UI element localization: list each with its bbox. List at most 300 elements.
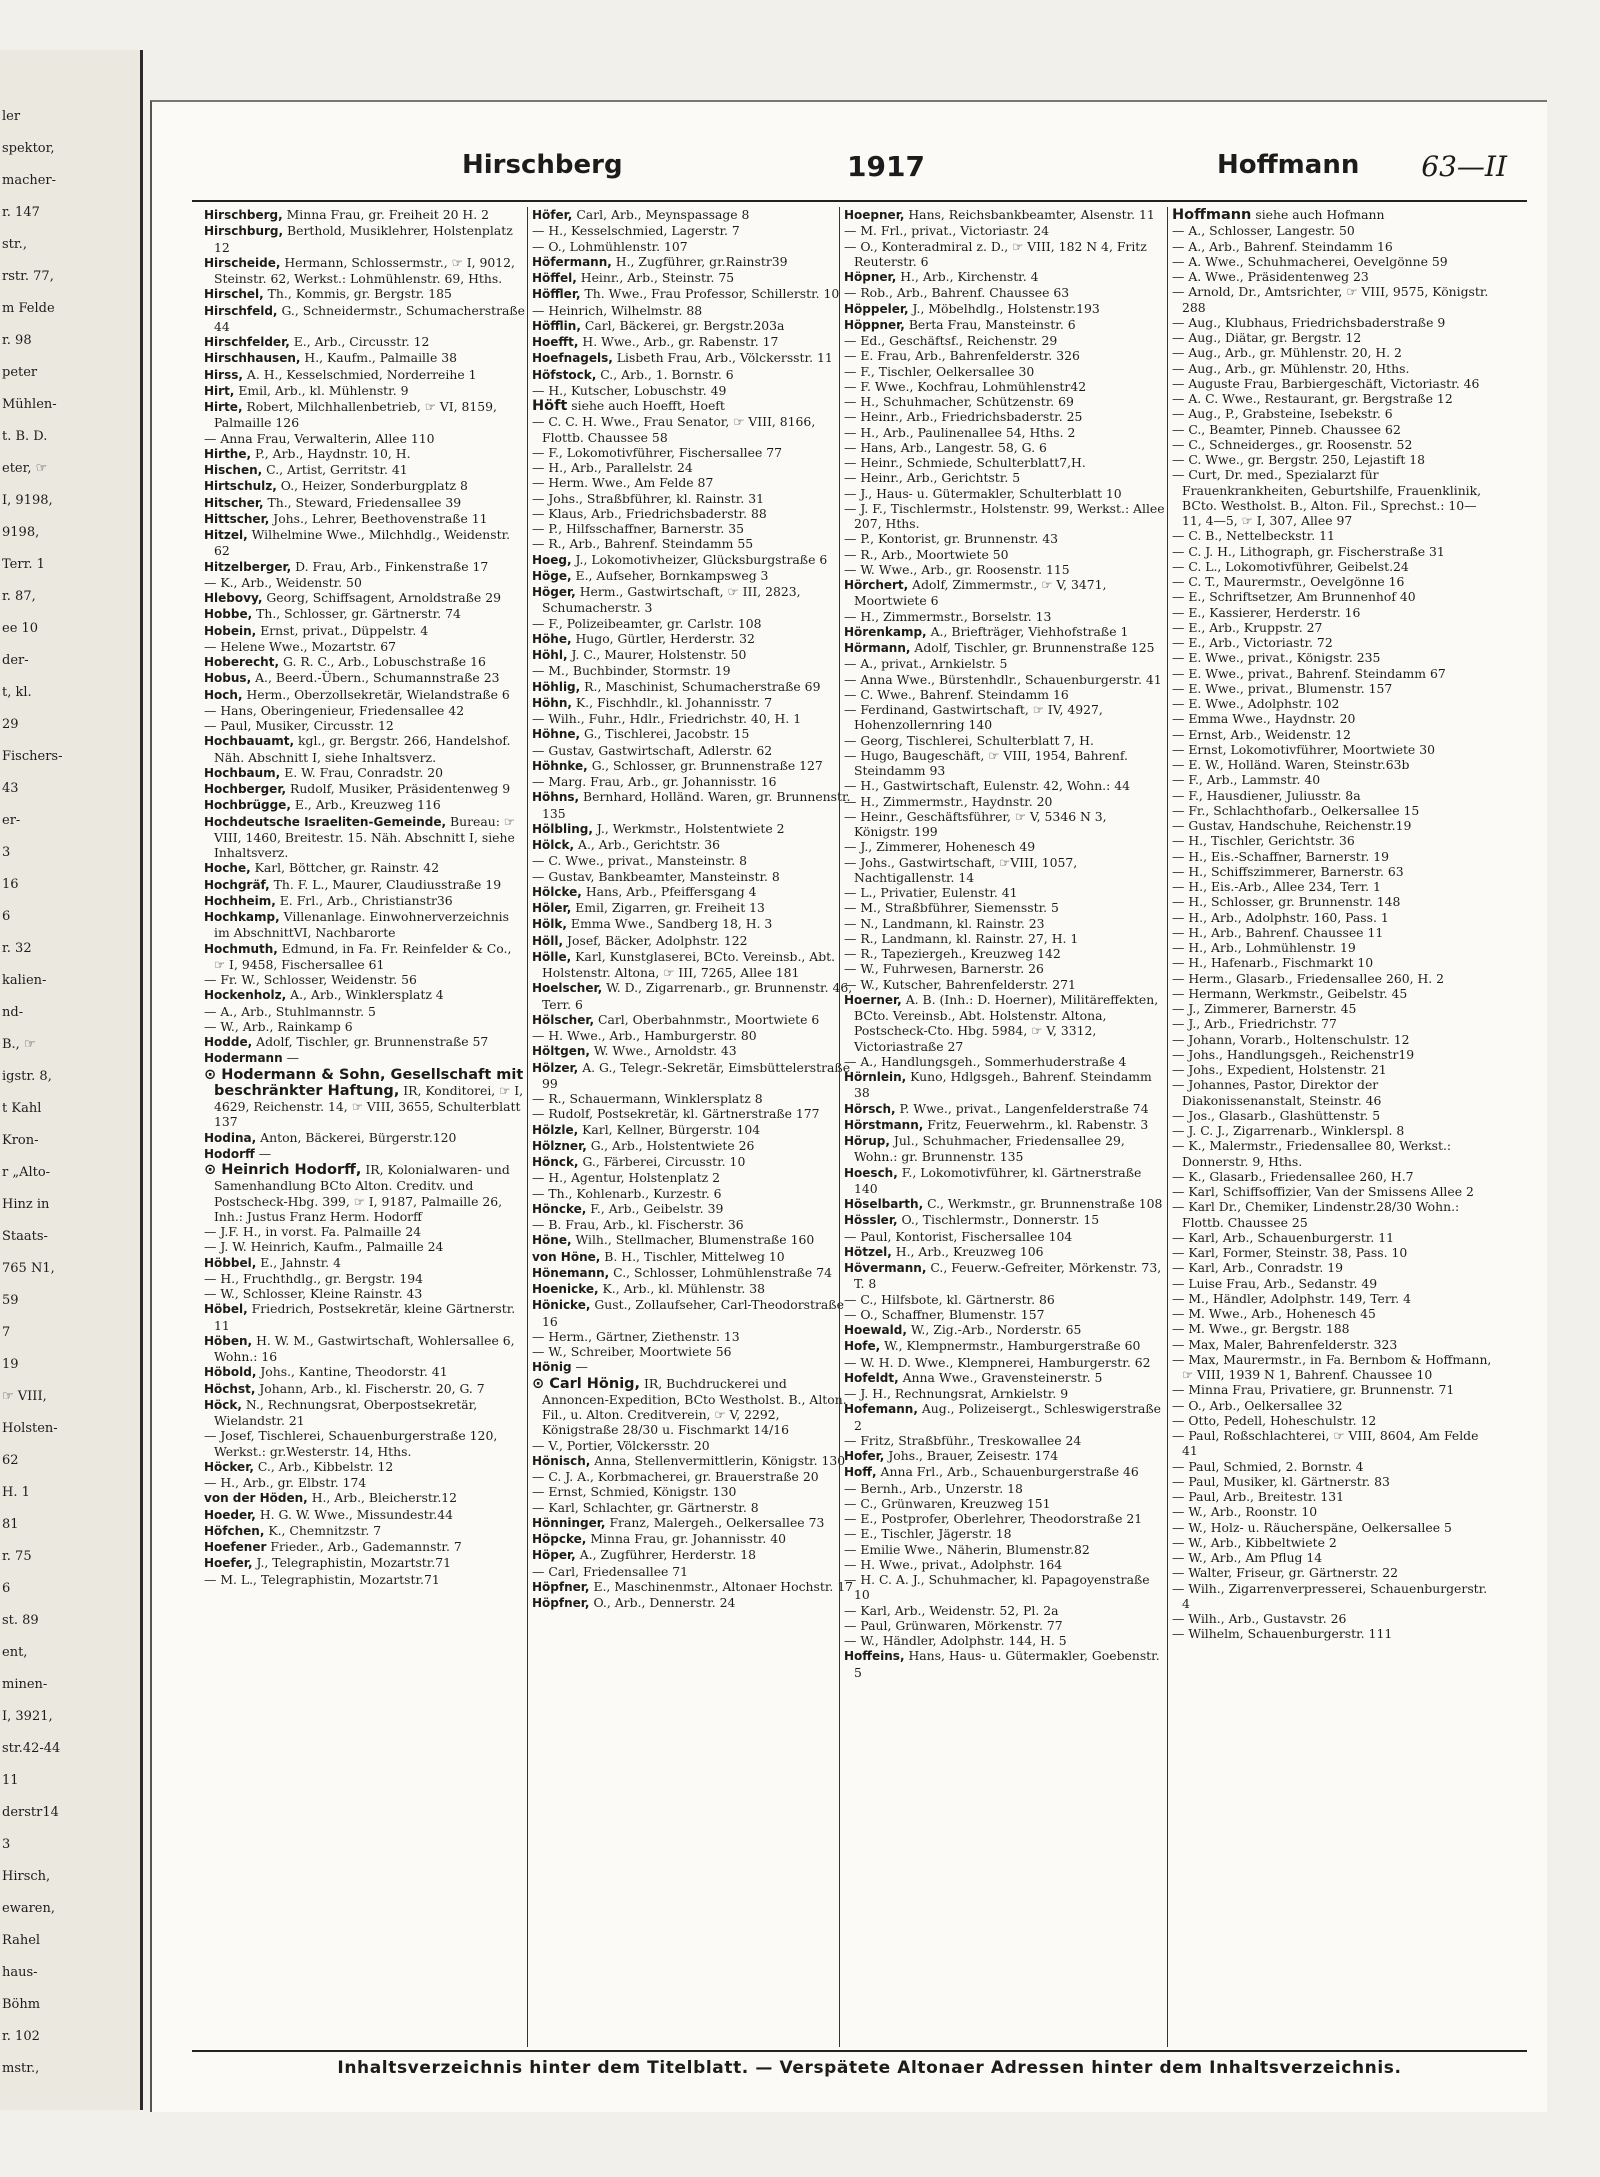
gutter-fragment: 11 xyxy=(2,1773,19,1788)
entry-details: — W., Holz- u. Räucherspäne, Oelkersallee 5 xyxy=(1172,1519,1452,1535)
entry-details: A. B. (Inh.: D. Hoerner), Militäreffekten, BCto. Vereinsb., Abt. Holstenstr. Altona, Postscheck-Cto. Hbg. 5984, ☞ V, 3312, Victoriastraße 27 xyxy=(854,991,1159,1054)
entry-details: — H., Arb., gr. Elbstr. 174 xyxy=(204,1475,367,1490)
entry-surname: Höpcke, xyxy=(532,1532,587,1546)
entry-details: Rudolf, Musiker, Präsidentenweg 9 xyxy=(289,781,511,796)
directory-entry xyxy=(844,1292,1166,1307)
gutter-fragment: Rahel xyxy=(2,1933,41,1948)
entry-details: — Fritz, Straßbführ., Treskowallee 24 xyxy=(844,1432,1082,1448)
entry-surname: Höppner, xyxy=(844,317,905,332)
directory-entry xyxy=(204,255,526,287)
directory-entry xyxy=(1172,1382,1494,1397)
entry-surname: Hofeldt, xyxy=(844,1370,899,1385)
entry-surname: Hirscheide, xyxy=(204,255,281,270)
directory-entry xyxy=(532,1531,854,1547)
directory-entry xyxy=(844,1338,1166,1354)
directory-entry xyxy=(1172,1291,1494,1306)
directory-entry xyxy=(844,1572,1166,1603)
directory-entry xyxy=(532,239,854,254)
entry-surname: Hoffeins, xyxy=(844,1649,905,1664)
entry-details: — Otto, Pedell, Hoheschulstr. 12 xyxy=(1172,1412,1377,1428)
gutter-fragment: st. 89 xyxy=(2,1613,39,1628)
entry-details: — H., Zimmermstr., Haydnstr. 20 xyxy=(844,793,1053,809)
entry-details: — Hans, Oberingenieur, Friedensallee 42 xyxy=(204,702,465,718)
entry-details: — Emilie Wwe., Näherin, Blumenstr.82 xyxy=(844,1541,1090,1557)
directory-entry xyxy=(1172,635,1494,650)
entry-details: — K., Glasarb., Friedensallee 260, H.7 xyxy=(1172,1168,1414,1184)
entry-surname: Hirschfelder, xyxy=(204,335,290,349)
directory-entry xyxy=(204,687,526,703)
entry-details: — xyxy=(575,1359,588,1375)
entry-surname: Hoefnagels, xyxy=(532,351,613,366)
directory-entry xyxy=(844,547,1166,562)
directory-entry xyxy=(1172,727,1494,742)
directory-entry xyxy=(844,1557,1166,1572)
entry-details: — Helene Wwe., Mozartstr. 67 xyxy=(204,638,397,654)
directory-entry xyxy=(532,334,854,350)
directory-entry xyxy=(204,383,526,399)
directory-entry xyxy=(844,531,1166,546)
directory-entry xyxy=(1172,376,1494,391)
entry-surname: Hochbauamt, xyxy=(204,734,295,749)
entry-surname: Höhne, xyxy=(532,727,581,742)
directory-entry xyxy=(1172,1535,1494,1550)
directory-entry xyxy=(204,1271,526,1286)
entry-details: — W., Schreiber, Moortwiete 56 xyxy=(532,1344,732,1359)
entry-details: — W., Arb., Rainkamp 6 xyxy=(204,1018,353,1034)
directory-entry xyxy=(532,1091,854,1106)
gutter-fragment: Hirsch, xyxy=(2,1869,51,1884)
entry-details: — M. Wwe., gr. Bergstr. 188 xyxy=(1172,1321,1350,1337)
entry-details: — E., Arb., Victoriastr. 72 xyxy=(1172,635,1333,650)
directory-entry xyxy=(204,1224,526,1239)
entry-details: F., Arb., Geibelstr. 39 xyxy=(590,1200,724,1216)
directory-entry xyxy=(532,758,854,774)
directory-entry xyxy=(532,1484,854,1499)
entry-details: — L., Privatier, Eulenstr. 41 xyxy=(844,885,1018,900)
directory-entry xyxy=(844,672,1166,687)
directory-entry xyxy=(204,334,526,350)
directory-entry xyxy=(1172,1398,1494,1413)
entry-details: — Hugo, Baugeschäft, ☞ VIII, 1954, Bahrenf. Steindamm 93 xyxy=(844,747,1128,778)
directory-entry xyxy=(1172,1260,1494,1275)
entry-details: — H. Wwe., Arb., Hamburgerstr. 80 xyxy=(532,1028,757,1043)
entry-details: Th. Wwe., Frau Professor, Schillerstr. 10 xyxy=(584,286,840,302)
directory-entry xyxy=(204,399,526,431)
entry-details: — F., Tischler, Oelkersallee 30 xyxy=(844,363,1035,379)
entry-surname: Hoeg, xyxy=(532,552,572,567)
entry-details: — C., Grünwaren, Kreuzweg 151 xyxy=(844,1495,1051,1511)
entry-surname: von der Höden, xyxy=(204,1491,308,1506)
entry-surname: Hoeder, xyxy=(204,1507,256,1522)
gutter-fragment: 6 xyxy=(2,1581,11,1596)
directory-entry xyxy=(532,367,854,383)
entry-details: — H., Eis.-Arb., Allee 234, Terr. 1 xyxy=(1172,879,1381,894)
directory-entry xyxy=(1172,1123,1494,1138)
entry-details: E., Jahnstr. 4 xyxy=(260,1254,342,1270)
directory-entry xyxy=(844,839,1166,854)
directory-entry xyxy=(844,855,1166,886)
directory-entry xyxy=(844,1117,1166,1133)
entry-details: — R., Landmann, kl. Rainstr. 27, H. 1 xyxy=(844,930,1079,946)
page-number: 63—II xyxy=(1421,150,1507,183)
entry-details: — Gustav, Bankbeamter, Mansteinstr. 8 xyxy=(532,868,780,884)
entry-details: — Ed., Geschäftsf., Reichenstr. 29 xyxy=(844,333,1058,348)
directory-entry xyxy=(204,446,526,462)
entry-details: — H., Gastwirtschaft, Eulenstr. 42, Wohn.: 44 xyxy=(844,778,1131,794)
directory-entry xyxy=(204,1130,526,1146)
directory-entry xyxy=(204,1523,526,1539)
directory-entry xyxy=(844,239,1166,270)
page-footer: Inhaltsverzeichnis hinter dem Titelblatt. — Verspätete Altonaer Adressen hinter dem Inhaltsverzeichnis. xyxy=(337,2058,1402,2078)
entry-details: — C., Schneiderges., gr. Roosenstr. 52 xyxy=(1172,436,1413,452)
entry-details: Hugo, Gürtler, Herderstr. 32 xyxy=(575,630,755,646)
entry-details: Minna Frau, gr. Johannisstr. 40 xyxy=(590,1531,787,1546)
entry-details: — Paul, Kontorist, Fischersallee 104 xyxy=(844,1228,1073,1244)
entry-details: — J. W. Heinrich, Kaufm., Palmaille 24 xyxy=(204,1239,444,1255)
directory-entry xyxy=(844,470,1166,485)
entry-surname: Höfstock, xyxy=(532,367,597,382)
entry-details: Bureau: ☞ VIII, 1460, Breitestr. 15. Näh. Abschnitt I, siehe Inhaltsverz. xyxy=(214,813,515,860)
entry-details: — Anna Frau, Verwalterin, Allee 110 xyxy=(204,430,435,446)
entry-details: siehe auch Hoefft, Hoeft xyxy=(571,398,725,413)
entry-details: K., Chemnitzstr. 7 xyxy=(268,1522,382,1538)
directory-entry xyxy=(844,1322,1166,1338)
gutter-fragment: r. 75 xyxy=(2,1549,32,1564)
entry-details: — H., Arb., Adolphstr. 160, Pass. 1 xyxy=(1172,909,1389,925)
directory-entry xyxy=(532,286,854,302)
directory-entry xyxy=(532,1595,854,1611)
entry-details: J., Werkmstr., Holstentwiete 2 xyxy=(596,820,785,836)
directory-page xyxy=(150,100,1547,2112)
header-rule xyxy=(192,200,1527,202)
entry-details: — O., Arb., Oelkersallee 32 xyxy=(1172,1397,1343,1413)
directory-entry xyxy=(1172,803,1494,818)
entry-details: — C. T., Maurermstr., Oevelgönne 16 xyxy=(1172,574,1405,589)
entry-surname: Hochheim, xyxy=(204,893,276,908)
directory-entry xyxy=(532,743,854,758)
directory-entry xyxy=(204,1301,526,1333)
entry-surname: Hodermann xyxy=(204,1051,283,1066)
column-divider xyxy=(1167,207,1168,2047)
entry-surname: Hoerner, xyxy=(844,992,902,1007)
entry-details: — Paul, Musiker, kl. Gärtnerstr. 83 xyxy=(1172,1473,1390,1489)
entry-surname: Höbold, xyxy=(204,1365,257,1380)
directory-entry xyxy=(204,350,526,366)
directory-entry xyxy=(204,797,526,813)
directory-entry xyxy=(1172,955,1494,970)
directory-entry xyxy=(532,837,854,853)
directory-entry xyxy=(532,1170,854,1185)
entry-details: — O., Konteradmiral z. D., ☞ VIII, 182 N 4, Fritz Reuterstr. 6 xyxy=(844,238,1147,269)
directory-entry xyxy=(532,1297,854,1329)
entry-surname: Höffler, xyxy=(532,287,581,302)
entry-details: — H., Hafenarb., Fischmarkt 10 xyxy=(1172,955,1374,971)
column-2 xyxy=(532,207,854,2047)
directory-entry xyxy=(844,1448,1166,1464)
gutter-fragment: 43 xyxy=(2,781,19,796)
entry-surname: Höben, xyxy=(204,1333,253,1348)
directory-entry xyxy=(1172,1581,1494,1612)
directory-entry xyxy=(532,1028,854,1043)
entry-details: Emma Wwe., Sandberg 18, H. 3 xyxy=(570,916,773,932)
directory-entry xyxy=(532,1281,854,1297)
directory-entry xyxy=(1172,315,1494,330)
directory-entry xyxy=(844,1196,1166,1212)
gutter-fragment: r „Alto- xyxy=(2,1165,51,1180)
directory-entry xyxy=(532,900,854,916)
entry-details: — J. C. J., Zigarrenarb., Winklerspl. 8 xyxy=(1172,1123,1405,1138)
entry-details: — M. Wwe., Arb., Hohenesch 45 xyxy=(1172,1306,1376,1321)
entry-details: D. Frau, Arb., Finkenstraße 17 xyxy=(295,558,489,574)
entry-details: — W., Kutscher, Bahrenfelderstr. 271 xyxy=(844,976,1076,992)
entry-surname: Höppeler, xyxy=(844,301,909,316)
gutter-fragment: minen- xyxy=(2,1677,48,1692)
gutter-fragment: macher- xyxy=(2,173,57,188)
entry-surname: Hoelscher, xyxy=(532,981,603,996)
entry-details: — Paul, Roßschlachterei, ☞ VIII, 8604, Am Felde 41 xyxy=(1172,1428,1479,1459)
entry-details: A., Briefträger, Viehhofstraße 1 xyxy=(930,623,1129,639)
directory-entry xyxy=(1172,1474,1494,1489)
directory-entry xyxy=(844,1244,1166,1260)
entry-details: siehe auch Hofmann xyxy=(1255,207,1385,222)
entry-details: Hans, Arb., Pfeiffersgang 4 xyxy=(585,883,757,899)
directory-entry xyxy=(1172,330,1494,345)
entry-details: — Paul, Schmied, 2. Bornstr. 4 xyxy=(1172,1458,1364,1474)
gutter-fragment: 6 xyxy=(2,909,11,924)
directory-entry xyxy=(204,1539,526,1555)
entry-surname: Hochgräf, xyxy=(204,877,270,892)
directory-entry xyxy=(844,931,1166,946)
entry-details: Johs., Lehrer, Beethovenstraße 11 xyxy=(273,510,488,526)
entry-details: C., Arb., 1. Bornstr. 6 xyxy=(600,366,734,382)
entry-surname: Hoche, xyxy=(204,861,251,876)
directory-entry xyxy=(532,568,854,584)
gutter-fragment: eter, ☞ xyxy=(2,461,48,476)
entry-details: Franz, Malergeh., Oelkersallee 73 xyxy=(609,1514,825,1530)
entry-details: — xyxy=(258,1145,272,1161)
directory-entry xyxy=(1172,1611,1494,1626)
directory-entry xyxy=(532,350,854,366)
directory-entry xyxy=(204,1397,526,1429)
entry-details: — H., Kutscher, Lobuschstr. 49 xyxy=(532,382,727,398)
entry-surname: Hitscher, xyxy=(204,495,264,510)
entry-details: — H., Schuhmacher, Schützenstr. 69 xyxy=(844,394,1074,409)
entry-details: — J., Zimmerer, Barnerstr. 45 xyxy=(1172,1001,1357,1016)
directory-entry xyxy=(532,1217,854,1232)
gutter-fragment: Hinz in xyxy=(2,1197,50,1212)
directory-entry xyxy=(1172,269,1494,284)
entry-details: — K., Arb., Weidenstr. 50 xyxy=(204,574,362,590)
directory-entry xyxy=(1172,681,1494,696)
directory-entry xyxy=(1172,1626,1494,1641)
entry-details: A., Beerd.-Übern., Schumannstraße 23 xyxy=(255,670,500,686)
directory-entry xyxy=(532,884,854,900)
entry-details: G., Färberei, Circusstr. 10 xyxy=(582,1154,746,1169)
entry-details: Berthold, Musiklehrer, Holstenplatz 12 xyxy=(214,223,513,255)
directory-entry xyxy=(204,575,526,590)
entry-details: — Ernst, Arb., Weidenstr. 12 xyxy=(1172,726,1351,742)
entry-details: C., Arb., Kibbelstr. 12 xyxy=(257,1458,394,1474)
gutter-fragment: H. 1 xyxy=(2,1485,30,1500)
directory-entry xyxy=(532,383,854,398)
entry-surname: Höne, xyxy=(532,1233,572,1248)
entry-details: Carl, Bäckerei, gr. Bergstr.203a xyxy=(584,317,785,333)
entry-surname: Hölzle, xyxy=(532,1122,579,1137)
gutter-fragment: kalien- xyxy=(2,973,47,988)
entry-details: Carl, Arb., Meynspassage 8 xyxy=(576,207,750,222)
directory-entry xyxy=(1172,1062,1494,1077)
entry-surname: Hönig xyxy=(532,1360,572,1375)
directory-entry xyxy=(204,495,526,511)
entry-details: — N., Landmann, kl. Rainstr. 23 xyxy=(844,915,1045,931)
directory-entry xyxy=(1172,223,1494,238)
entry-details: — Hermann, Werkmstr., Geibelstr. 45 xyxy=(1172,985,1408,1001)
directory-entry xyxy=(532,1344,854,1359)
directory-entry xyxy=(844,809,1166,840)
entry-details: — Karl, Schlachter, gr. Gärtnerstr. 8 xyxy=(532,1499,759,1515)
entry-details: Adolf, Tischler, gr. Brunnenstraße 57 xyxy=(256,1034,489,1049)
directory-entry xyxy=(532,949,854,981)
entry-details: C., Artist, Gerritstr. 41 xyxy=(266,462,408,477)
entry-details: — J.F. H., in vorst. Fa. Palmaille 24 xyxy=(204,1224,422,1239)
directory-entry xyxy=(204,286,526,302)
directory-entry xyxy=(844,1386,1166,1401)
gutter-fragment: I, 9198, xyxy=(2,493,53,508)
entry-surname: Hobbe, xyxy=(204,607,253,622)
entry-surname: Hoffmann xyxy=(1172,207,1252,223)
entry-details: — Paul, Grünwaren, Mörkenstr. 77 xyxy=(844,1617,1063,1633)
directory-entry xyxy=(532,1265,854,1281)
entry-details: Emil, Arb., kl. Mühlenstr. 9 xyxy=(238,382,409,398)
entry-details: — Aug., Arb., gr. Mühlenstr. 20, H. 2 xyxy=(1172,345,1402,361)
directory-entry xyxy=(1172,742,1494,757)
gutter-fragment: ler xyxy=(2,109,21,124)
gutter-fragment: spektor, xyxy=(2,141,55,156)
gutter-fragment: 62 xyxy=(2,1453,19,1468)
directory-entry xyxy=(844,1370,1166,1386)
entry-surname: Höpfner, xyxy=(532,1579,590,1594)
entry-surname: Hoberecht, xyxy=(204,655,280,669)
entry-details: — A. Wwe., Schuhmacherei, Oevelgönne 59 xyxy=(1172,253,1448,269)
entry-details: — Herm. Wwe., Am Felde 87 xyxy=(532,475,714,491)
directory-entry xyxy=(1172,986,1494,1001)
entry-details: Josef, Bäcker, Adolphstr. 122 xyxy=(567,932,748,948)
entry-surname: Hönemann, xyxy=(532,1265,610,1280)
entry-surname: Hoefer, xyxy=(204,1556,253,1571)
directory-entry xyxy=(532,1359,854,1375)
entry-surname: Höcker, xyxy=(204,1459,254,1474)
entry-details: — W. Wwe., Arb., gr. Roosenstr. 115 xyxy=(844,561,1070,577)
entry-details: G. R. C., Arb., Lobuschstraße 16 xyxy=(282,654,486,669)
directory-entry xyxy=(844,333,1166,348)
directory-entry xyxy=(204,527,526,559)
entry-details: Adolf, Tischler, gr. Brunnenstraße 125 xyxy=(914,640,1155,655)
entry-details: K., Arb., kl. Mühlenstr. 38 xyxy=(602,1281,766,1296)
entry-details: — Luise Frau, Arb., Sedanstr. 49 xyxy=(1172,1275,1378,1291)
directory-entry xyxy=(844,317,1166,333)
adjacent-page-margin xyxy=(0,50,143,2110)
directory-entry xyxy=(532,933,854,949)
entry-details: Aug., Polizeisergt., Schleswigerstraße 2 xyxy=(854,1401,1161,1433)
directory-entry xyxy=(204,559,526,575)
entry-details: N., Rechnungsrat, Oberpostsekretär, Wielandstr. 21 xyxy=(214,1396,478,1428)
directory-entry xyxy=(204,860,526,876)
entry-surname: Hischen, xyxy=(204,463,263,477)
entry-details: W. Wwe., Arnoldstr. 43 xyxy=(593,1043,737,1059)
entry-details: — Wilh., Fuhr., Hdlr., Friedrichstr. 40, H. 1 xyxy=(532,711,802,726)
entry-details: H. Wwe., Arb., gr. Rabenstr. 17 xyxy=(582,334,779,349)
directory-entry xyxy=(204,1034,526,1050)
entry-details: Georg, Schiffsagent, Arnoldstraße 29 xyxy=(266,590,501,605)
entry-surname: Hölle, xyxy=(532,949,572,964)
directory-entry xyxy=(204,814,526,861)
entry-details: — Paul, Arb., Breitestr. 131 xyxy=(1172,1489,1344,1504)
directory-entry xyxy=(1172,849,1494,864)
entry-details: — C., Hilfsbote, kl. Gärtnerstr. 86 xyxy=(844,1291,1055,1307)
directory-entry xyxy=(204,1459,526,1475)
entry-details: — E. W., Holländ. Waren, Steinstr.63b xyxy=(1172,757,1410,772)
entry-details: IR, Konditorei, ☞ I, 4629, Reichenstr. 14, ☞ VIII, 3655, Schulterblatt 137 xyxy=(214,1082,524,1130)
entry-details: — A., privat., Arnkielstr. 5 xyxy=(844,656,1008,672)
entry-details: Edmund, in Fa. Fr. Reinfelder & Co., ☞ I, 9458, Fischersallee 61 xyxy=(214,940,512,972)
entry-surname: Hochkamp, xyxy=(204,910,280,924)
entry-details: R., Maschinist, Schumacherstraße 69 xyxy=(584,678,821,694)
entry-details: P., Arb., Haydnstr. 10, H. xyxy=(255,445,411,461)
directory-entry xyxy=(1172,391,1494,406)
directory-entry xyxy=(204,1050,526,1066)
directory-entry xyxy=(844,916,1166,931)
entry-surname: Hochmuth, xyxy=(204,941,278,956)
entry-details: — Th., Kohlenarb., Kurzestr. 6 xyxy=(532,1185,722,1201)
gutter-fragment: B., ☞ xyxy=(2,1037,36,1052)
entry-details: — H., Arb., Parallelstr. 24 xyxy=(532,460,693,475)
directory-entry xyxy=(844,733,1166,748)
entry-surname: Hoesch, xyxy=(844,1165,898,1180)
directory-entry xyxy=(844,609,1166,624)
directory-entry xyxy=(204,639,526,654)
gutter-fragment: 765 N1, xyxy=(2,1261,55,1276)
entry-details: — H., Schiffszimmerer, Barnerstr. 63 xyxy=(1172,863,1404,879)
directory-entry xyxy=(844,1355,1166,1370)
entry-details: — Arnold, Dr., Amtsrichter, ☞ VIII, 9575, Königstr. 288 xyxy=(1172,284,1489,315)
entry-details: Th., Kommis, gr. Bergstr. 185 xyxy=(267,286,452,302)
directory-entry xyxy=(1172,207,1494,223)
directory-entry xyxy=(1172,422,1494,437)
entry-details: — Ernst, Schmied, Königstr. 130 xyxy=(532,1484,737,1500)
entry-surname: ⊙ Carl Hönig, xyxy=(532,1375,641,1392)
entry-details: Anna Frl., Arb., Schauenburgerstraße 46 xyxy=(880,1464,1139,1480)
entry-details: — B. Frau, Arb., kl. Fischerstr. 36 xyxy=(532,1217,744,1232)
entry-details: — E. Wwe., privat., Bahrenf. Steindamm 67 xyxy=(1172,665,1446,681)
entry-surname: Hofer, xyxy=(844,1449,885,1463)
entry-details: — C. B., Nettelbeckstr. 11 xyxy=(1172,528,1335,544)
gutter-fragment: str.42-44 xyxy=(2,1741,61,1756)
entry-surname: Höltgen, xyxy=(532,1044,590,1059)
directory-entry xyxy=(844,1229,1166,1244)
directory-entry xyxy=(204,1475,526,1490)
directory-entry xyxy=(1172,696,1494,711)
directory-entry xyxy=(1172,833,1494,848)
directory-entry xyxy=(844,1633,1166,1648)
entry-surname: Hirte, xyxy=(204,400,243,414)
directory-entry xyxy=(844,486,1166,501)
directory-entry xyxy=(204,1019,526,1034)
entry-surname: Hössler, xyxy=(844,1213,898,1228)
directory-entry xyxy=(844,409,1166,424)
entry-details: Gust., Zollaufseher, Carl-Theodorstraße 16 xyxy=(542,1297,844,1329)
directory-entry xyxy=(844,687,1166,702)
entry-details: — R., Arb., Bahrenf. Steindamm 55 xyxy=(532,536,754,552)
